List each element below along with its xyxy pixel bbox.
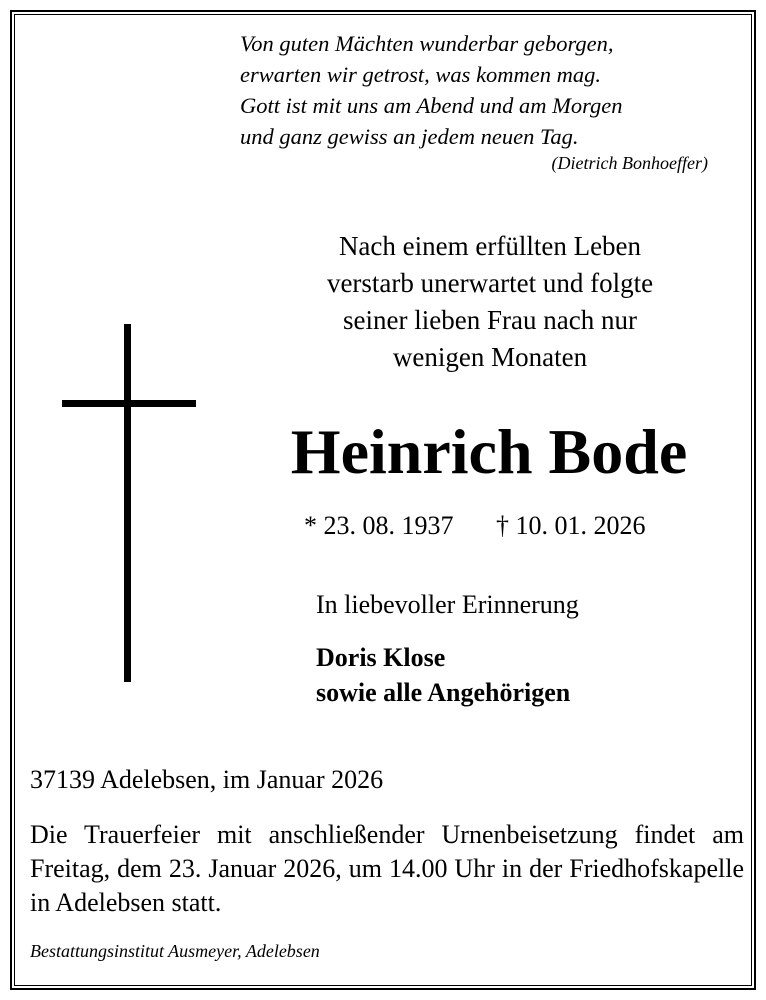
poem-author: (Dietrich Bonhoeffer) [551, 153, 708, 173]
intro-line: seiner lieben Frau nach nur [343, 305, 637, 335]
intro-line: wenigen Monaten [392, 342, 588, 372]
birth-date: * 23. 08. 1937 [304, 511, 454, 540]
poem-line: Von guten Mächten wunderbar geborgen, [240, 31, 614, 56]
mourners-block [316, 640, 570, 710]
intro-line: Nach einem erfüllten Leben [338, 231, 642, 261]
mourner-line: sowie alle Angehörigen [316, 678, 571, 707]
undertaker-credit: Bestattungsinstitut Ausmeyer, Adelebsen [30, 941, 320, 961]
place-date: 37139 Adelebsen, im Januar 2026 [30, 765, 384, 794]
intro-line: verstarb unerwartet und folgte [326, 268, 654, 298]
poem-line: Gott ist mit uns am Abend und am Morgen [240, 93, 623, 118]
poem-line: und ganz gewiss an jedem neuen Tag. [240, 124, 579, 149]
poem-block [240, 28, 720, 176]
life-dates [300, 508, 690, 544]
mourner-line: Doris Klose [316, 643, 446, 672]
intro-text [250, 228, 730, 376]
cross-icon [124, 324, 131, 682]
memory-text: In liebevoller Erinnerung [316, 590, 579, 619]
deceased-name: Heinrich Bode [290, 416, 688, 487]
cross-icon-bar [62, 400, 196, 407]
death-date: † 10. 01. 2026 [496, 511, 646, 540]
poem-line: erwarten wir getrost, was kommen mag. [240, 62, 602, 87]
ceremony-text: Die Trauerfeier mit anschließender Urnenbeisetzung findet am Freitag, dem 23. Januar 2026, um 14.00 Uhr in der Friedhofskapelle in Adelebsen statt. [30, 820, 744, 917]
